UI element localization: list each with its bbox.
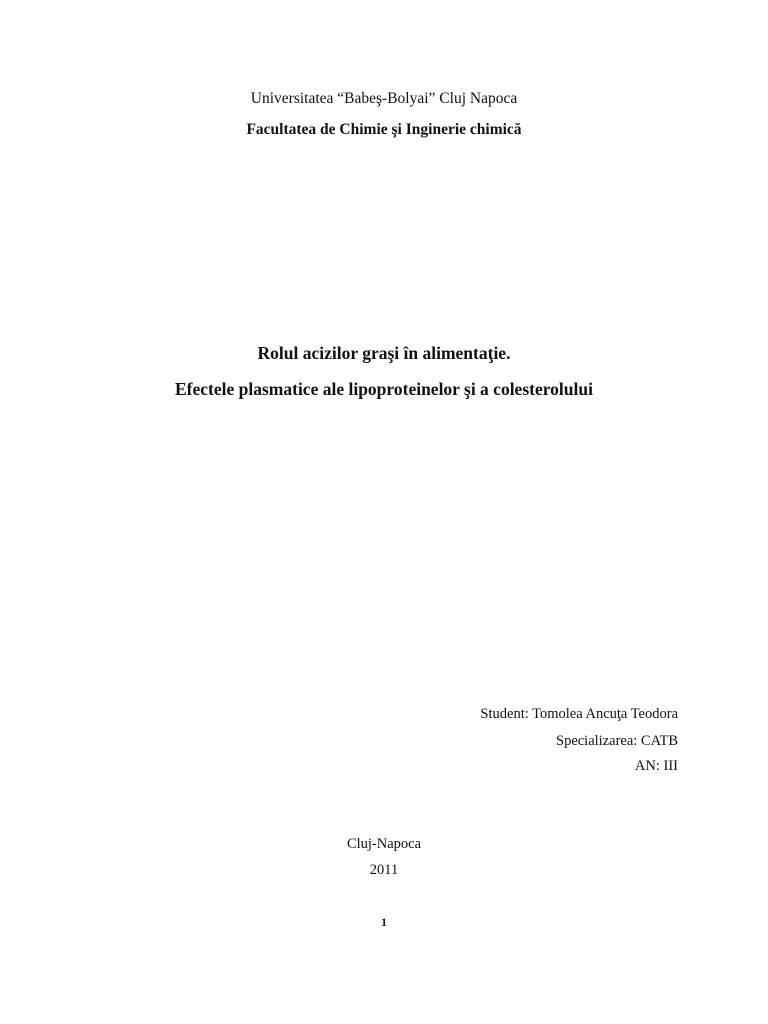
- year-of-study: AN: III: [634, 758, 678, 774]
- university-name: Universitatea “Babeş-Bolyai” Cluj Napoca: [250, 90, 518, 107]
- city: Cluj-Napoca: [346, 836, 422, 852]
- document-title-line-1: Rolul acizilor graşi în alimentaţie.: [257, 343, 511, 363]
- page-number: 1: [381, 917, 387, 929]
- specialization: Specializarea: CATB: [556, 733, 678, 749]
- student-name: Student: Tomolea Ancuţa Teodora: [480, 706, 678, 722]
- year: 2011: [369, 862, 399, 878]
- document-title-line-2: Efectele plasmatice ale lipoproteinelor şi a colesterolului: [175, 379, 593, 399]
- faculty-name: Facultatea de Chimie şi Inginerie chimică: [246, 121, 522, 138]
